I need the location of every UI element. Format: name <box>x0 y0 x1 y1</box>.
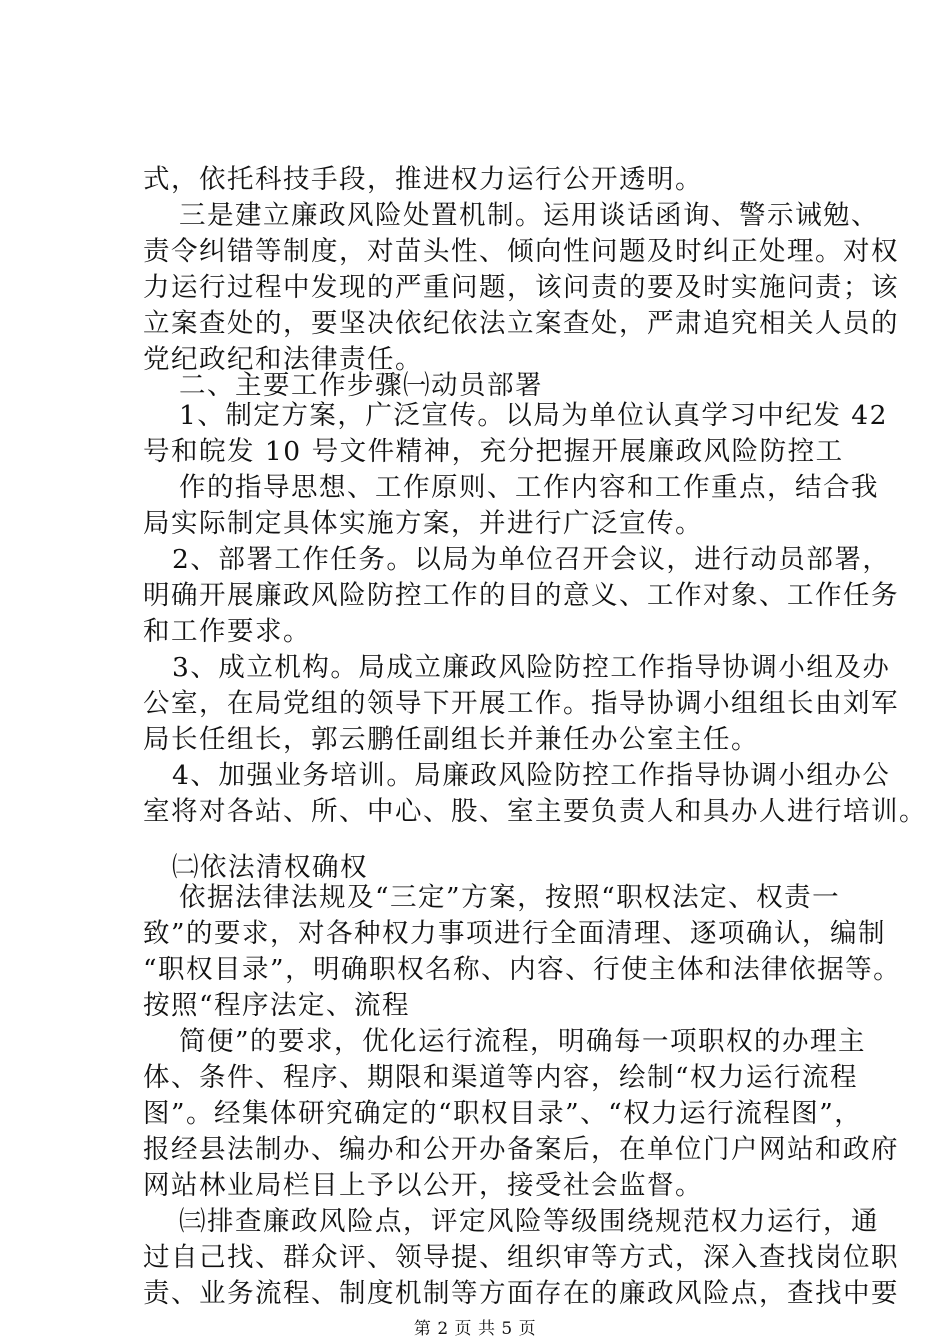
text-line: 公室，在局党组的领导下开展工作。指导协调小组组长由刘军 <box>143 688 899 719</box>
section-heading: ㈡依法清权确权 <box>172 852 368 883</box>
text-line: 体、条件、程序、期限和渠道等内容，绘制“权力运行流程 <box>143 1062 859 1093</box>
text-line: 网站林业局栏目上予以公开，接受社会监督。 <box>143 1170 703 1201</box>
text-line: 作的指导思想、工作原则、工作内容和工作重点，结合我 <box>179 472 879 503</box>
text-line: 局长任组长，郭云鹏任副组长并兼任办公室主任。 <box>143 724 759 755</box>
section-heading: ㈢排查廉政风险点，评定风险等级围绕规范权力运行，通 <box>179 1206 879 1237</box>
page-indicator: 第 2 页 共 5 页 <box>413 1319 537 1339</box>
text-line: 局实际制定具体实施方案，并进行广泛宣传。 <box>143 508 703 539</box>
text-line: 明确开展廉政风险防控工作的目的意义、工作对象、工作任务 <box>143 580 899 611</box>
section-heading: 二、主要工作步骤㈠动员部署 <box>179 370 543 401</box>
text-line: 3、成立机构。局成立廉政风险防控工作指导协调小组及办 <box>172 652 891 683</box>
text-line: 1、制定方案，广泛宣传。以局为单位认真学习中纪发 42 <box>179 400 889 431</box>
text-line: 致”的要求，对各种权力事项进行全面清理、逐项确认，编制 <box>143 918 887 949</box>
text-line: 过自己找、群众评、领导提、组织审等方式，深入查找岗位职 <box>143 1242 899 1273</box>
text-line: 力运行过程中发现的严重问题，该问责的要及时实施问责；该 <box>143 272 899 303</box>
text-line: 责令纠错等制度，对苗头性、倾向性问题及时纠正处理。对权 <box>143 236 899 267</box>
text-line: 党纪政纪和法律责任。 <box>143 344 423 375</box>
text-line: 室将对各站、所、中心、股、室主要负责人和具办人进行培训。 <box>143 796 927 827</box>
text-line: 和工作要求。 <box>143 616 311 647</box>
text-line: 三是建立廉政风险处置机制。运用谈话函询、警示诫勉、 <box>179 200 879 231</box>
text-line: 报经县法制办、编办和公开办备案后，在单位门户网站和政府 <box>143 1134 899 1165</box>
text-line: 4、加强业务培训。局廉政风险防控工作指导协调小组办公 <box>172 760 891 791</box>
text-line: 2、部署工作任务。以局为单位召开会议，进行动员部署， <box>172 544 891 575</box>
text-line: 号和皖发 10 号文件精神，充分把握开展廉政风险防控工 <box>143 436 844 467</box>
text-line: 图”。经集体研究确定的“职权目录”、“权力运行流程图”， <box>143 1098 863 1129</box>
text-line: “职权目录”，明确职权名称、内容、行使主体和法律依据等。 <box>143 954 902 985</box>
text-line: 简便”的要求，优化运行流程，明确每一项职权的办理主 <box>179 1026 867 1057</box>
text-line: 按照“程序法定、流程 <box>143 990 411 1021</box>
text-line: 依据法律法规及“三定”方案，按照“职权法定、权责一 <box>179 882 841 913</box>
text-line: 式，依托科技手段，推进权力运行公开透明。 <box>143 164 703 195</box>
text-line: 责、业务流程、制度机制等方面存在的廉政风险点，查找中要 <box>143 1278 899 1309</box>
text-line: 立案查处的，要坚决依纪依法立案查处，严肃追究相关人员的 <box>143 308 899 339</box>
